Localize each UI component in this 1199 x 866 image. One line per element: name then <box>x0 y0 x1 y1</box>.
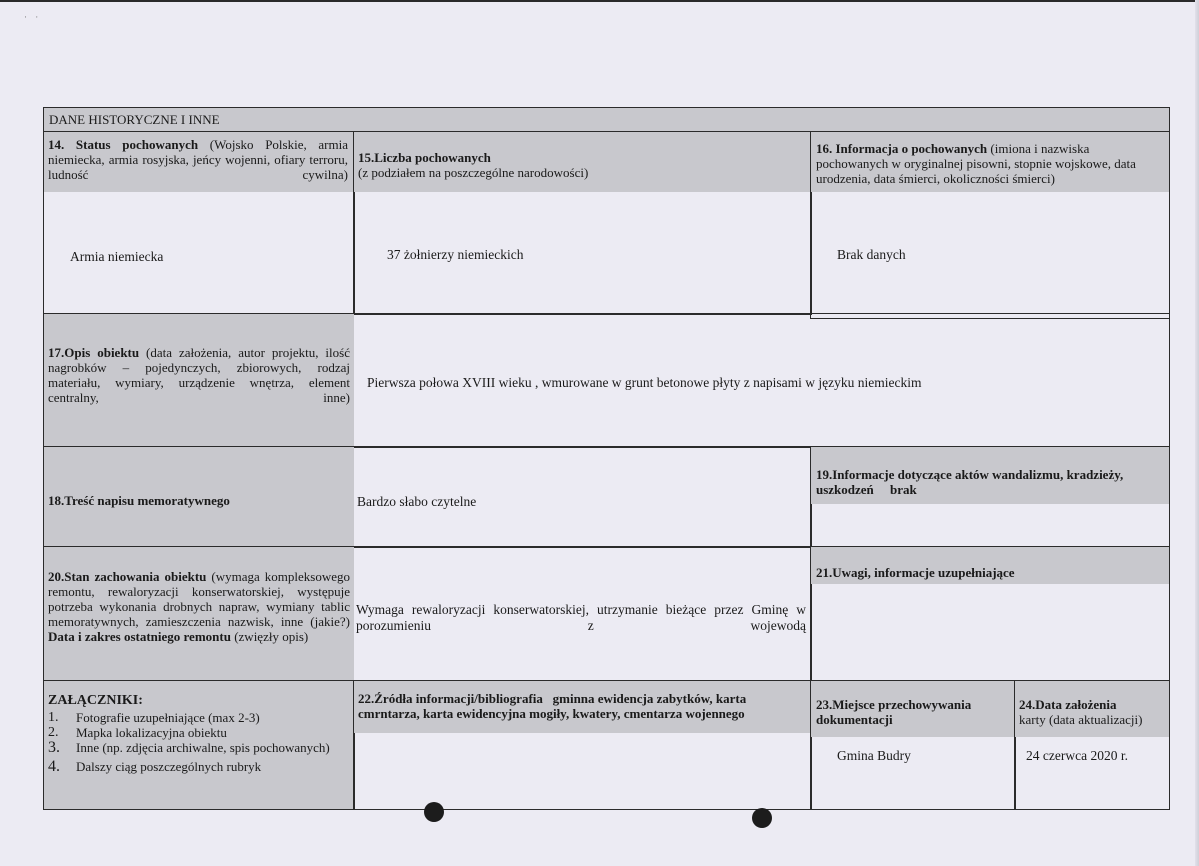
field-17-label <box>48 345 350 405</box>
field-15-desc: (z podziałem na poszczególne narodowości) <box>358 165 589 180</box>
field-20-desc: (wymaga kompleksowego remontu, rewaloryzacji konserwatorskiej, występuje potrzeba wykonania drobnych napraw, wymiany tablic memoratywnych, zamieszczenia nazwisk, inne (jakie?) <box>48 569 350 629</box>
field-24-label <box>1019 697 1169 727</box>
attachment-item: 1. Fotografie uzupełniające (max 2-3) <box>48 710 260 725</box>
field-16-value: Brak danych <box>837 247 906 262</box>
attachments-list <box>48 710 338 774</box>
field-15-count <box>353 131 812 315</box>
field-22-sources <box>353 680 812 810</box>
field-14-label <box>48 137 348 182</box>
field-18-value: Bardzo słabo czytelne <box>357 494 477 509</box>
field-19-label <box>816 467 1166 497</box>
field-15-value: 37 żołnierzy niemieckich <box>387 247 524 262</box>
field-24-date <box>1014 680 1170 810</box>
page-edge-shadow <box>1195 0 1199 866</box>
field-21-remarks <box>810 546 1170 682</box>
field-24-value: 24 czerwca 2020 r. <box>1026 748 1128 763</box>
field-19-value: brak <box>890 482 917 497</box>
field-16-info <box>810 131 1170 319</box>
field-23-storage <box>810 680 1016 810</box>
field-14-desc: (Wojsko Polskie, armia niemiecka, armia rosyjska, jeńcy wojenni, ofiary terroru, ludność cywilna) <box>48 137 348 182</box>
punch-hole-right <box>752 808 772 828</box>
field-14-title: 14. Status pochowanych <box>48 137 199 152</box>
scan-specks: · · <box>24 12 42 22</box>
field-18-title: 18.Treść napisu memoratywnego <box>48 493 230 508</box>
field-19-vandalism <box>810 446 1170 548</box>
field-23-title: 23.Miejsce przechowywania dokumentacji <box>816 697 972 727</box>
attachment-item: 2. Mapka lokalizacyjna obiektu <box>48 725 227 740</box>
field-19-title: 19.Informacje dotyczące aktów wandalizmu, kradzieży, uszkodzeń <box>816 467 1124 497</box>
field-16-label <box>816 141 1161 186</box>
field-17-description <box>43 313 1170 448</box>
field-17-title: 17.Opis obiektu <box>48 345 140 360</box>
field-20-condition <box>43 546 812 682</box>
field-23-value: Gmina Budry <box>837 748 911 763</box>
field-14-value: Armia niemiecka <box>70 249 164 264</box>
field-15-title: 15.Liczba pochowanych <box>358 150 491 165</box>
field-20-label <box>48 569 350 644</box>
field-20-title2: Data i zakres ostatniego remontu <box>48 629 231 644</box>
field-16-title: 16. Informacja o pochowanych <box>816 141 988 156</box>
attachment-item: 3. Inne (np. zdjęcia archiwalne, spis pochowanych) <box>48 739 330 756</box>
top-edge-line <box>0 0 1199 2</box>
field-20-value: Wymaga rewaloryzacji konserwatorskiej, utrzymanie bieżące przez Gminę w porozumieniu z wojewodą <box>356 602 806 633</box>
attachments <box>43 680 355 810</box>
field-22-label <box>358 691 806 721</box>
attachment-item: 4. Dalszy ciąg poszczególnych rubryk <box>48 758 262 775</box>
field-21-title: 21.Uwagi, informacje uzupełniające <box>816 565 1015 580</box>
field-24-title: 24.Data założenia <box>1019 697 1117 712</box>
section-header <box>43 107 1170 133</box>
field-15-label <box>358 150 798 180</box>
field-20-desc2: (zwięzły opis) <box>230 629 309 644</box>
punch-hole-left <box>424 802 444 822</box>
field-16-desc: (imiona i nazwiska pochowanych w oryginalnej pisowni, stopnie wojskowe, data urodzenia, data śmierci, okoliczności śmierci) <box>816 141 1136 186</box>
field-24-desc: karty (data aktualizacji) <box>1019 712 1143 727</box>
field-22-title: 22.Źródła informacji/bibliografia <box>358 691 543 706</box>
field-17-desc: (data założenia, autor projektu, ilość nagrobków – pojedynczych, zbiorowych, rodzaj materiału, wymiary, urządzenie wnętrza, element centralny, inne) <box>48 345 350 405</box>
field-20-title: 20.Stan zachowania obiektu <box>48 569 207 584</box>
field-14-status <box>43 131 355 315</box>
field-22-value: gminna ewidencja zabytków, karta cmrntarza, karta ewidencyjna mogiły, kwatery, cmentarza wojennego <box>358 691 747 721</box>
field-18-inscription <box>43 446 812 548</box>
section-header-text: DANE HISTORYCZNE I INNE <box>49 112 220 127</box>
field-17-value: Pierwsza połowa XVIII wieku , wmurowane w grunt betonowe płyty z napisami w języku niemieckim <box>367 375 922 390</box>
attachments-title: ZAŁĄCZNIKI: <box>48 693 143 708</box>
